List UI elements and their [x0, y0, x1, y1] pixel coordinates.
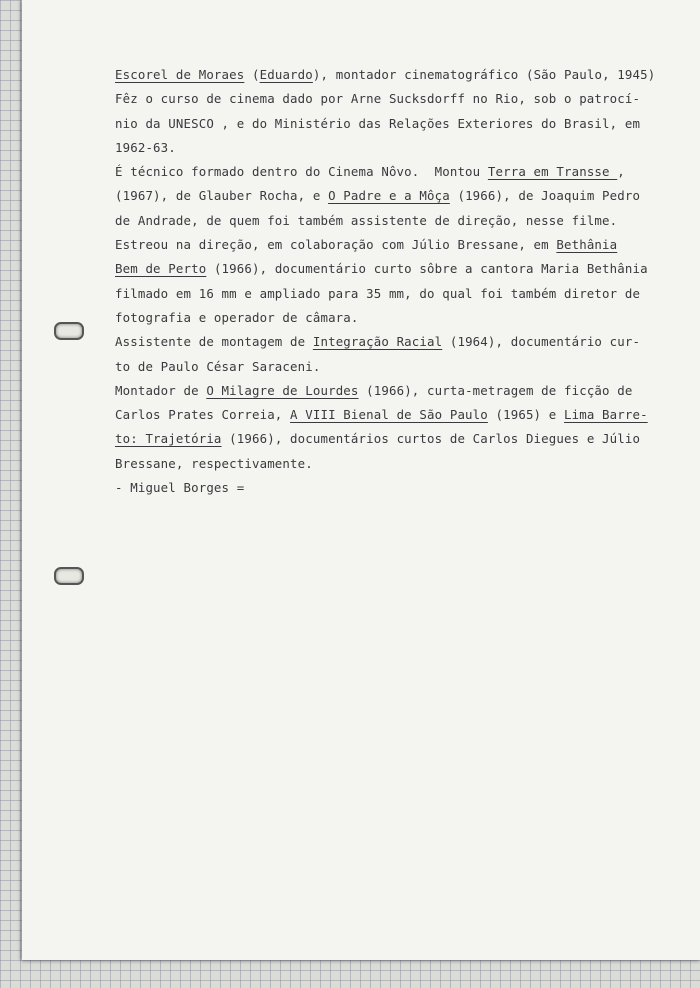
- text-segment: de Andrade, de quem foi também assistente de direção, nesse filme.: [115, 212, 618, 228]
- underlined-title: O Milagre de Lourdes: [206, 382, 359, 398]
- text-line: [115, 160, 685, 184]
- text-line: [115, 184, 685, 208]
- text-line: [115, 452, 685, 476]
- text-segment: Bressane, respectivamente.: [115, 455, 313, 471]
- text-line: [115, 330, 685, 354]
- text-segment: nio da UNESCO , e do Ministério das Relações Exteriores do Brasil, em: [115, 115, 641, 131]
- underlined-title: Bem de Perto: [115, 261, 207, 277]
- punch-hole-top: [54, 322, 84, 340]
- underlined-title: A VIII Bienal de São Paulo: [290, 407, 488, 423]
- text-segment: Fêz o curso de cinema dado por Arne Sucksdorff no Rio, sob o patrocí-: [115, 91, 641, 107]
- text-line: [115, 306, 685, 330]
- text-segment: (1966), documentário curto sôbre a cantora Maria Bethânia: [206, 261, 648, 277]
- underlined-title: O Padre e a Môça: [328, 188, 450, 204]
- text-line: [115, 87, 685, 111]
- text-line: [115, 282, 685, 306]
- text-segment: É técnico formado dentro do Cinema Nôvo. Montou: [115, 164, 488, 180]
- underlined-title: Eduardo: [259, 67, 313, 82]
- text-segment: (: [244, 67, 260, 82]
- text-segment: - Miguel Borges =: [115, 480, 245, 496]
- text-segment: 1962-63.: [115, 139, 176, 155]
- text-line: [115, 427, 685, 451]
- text-segment: Assistente de montagem de: [115, 334, 313, 350]
- text-segment: ,: [617, 164, 625, 180]
- underlined-title: Integração Racial: [312, 334, 443, 350]
- underlined-title: Terra em Transse: [487, 164, 618, 180]
- text-line: [115, 136, 685, 160]
- text-segment: (1966), de Joaquim Pedro: [449, 188, 641, 204]
- text-segment: (1966), curta-metragem de ficção de: [358, 382, 633, 398]
- text-segment: fotografia e operador de câmara.: [115, 309, 359, 325]
- text-segment: Estreou na direção, em colaboração com Júlio Bressane, em: [115, 237, 557, 253]
- text-segment: Carlos Prates Correia,: [115, 407, 291, 423]
- underlined-title: Bethânia: [556, 237, 618, 253]
- underlined-title: Lima Barre-: [564, 407, 648, 423]
- text-segment: to de Paulo César Saraceni.: [115, 358, 321, 374]
- text-line: [115, 63, 685, 87]
- text-line: [115, 209, 685, 233]
- text-line: [115, 233, 685, 257]
- text-segment: (1966), documentários curtos de Carlos Diegues e Júlio: [221, 431, 641, 447]
- underlined-title: Escorel de Moraes: [115, 67, 245, 82]
- text-line: [115, 257, 685, 281]
- text-segment: ), montador cinematográfico (São Paulo, 1945): [312, 67, 656, 82]
- punch-hole-bottom: [54, 567, 84, 585]
- text-line: [115, 112, 685, 136]
- text-line: [115, 379, 685, 403]
- text-segment: (1967), de Glauber Rocha, e: [115, 188, 329, 204]
- document-body: [115, 63, 685, 500]
- text-segment: filmado em 16 mm e ampliado para 35 mm, do qual foi também diretor de: [115, 285, 641, 301]
- text-segment: (1965) e: [487, 407, 564, 423]
- text-segment: (1964), documentário cur-: [442, 334, 641, 350]
- text-line: [115, 403, 685, 427]
- text-segment: Montador de: [115, 382, 207, 398]
- text-line: [115, 355, 685, 379]
- text-line: [115, 476, 685, 500]
- underlined-title: to: Trajetória: [115, 431, 222, 447]
